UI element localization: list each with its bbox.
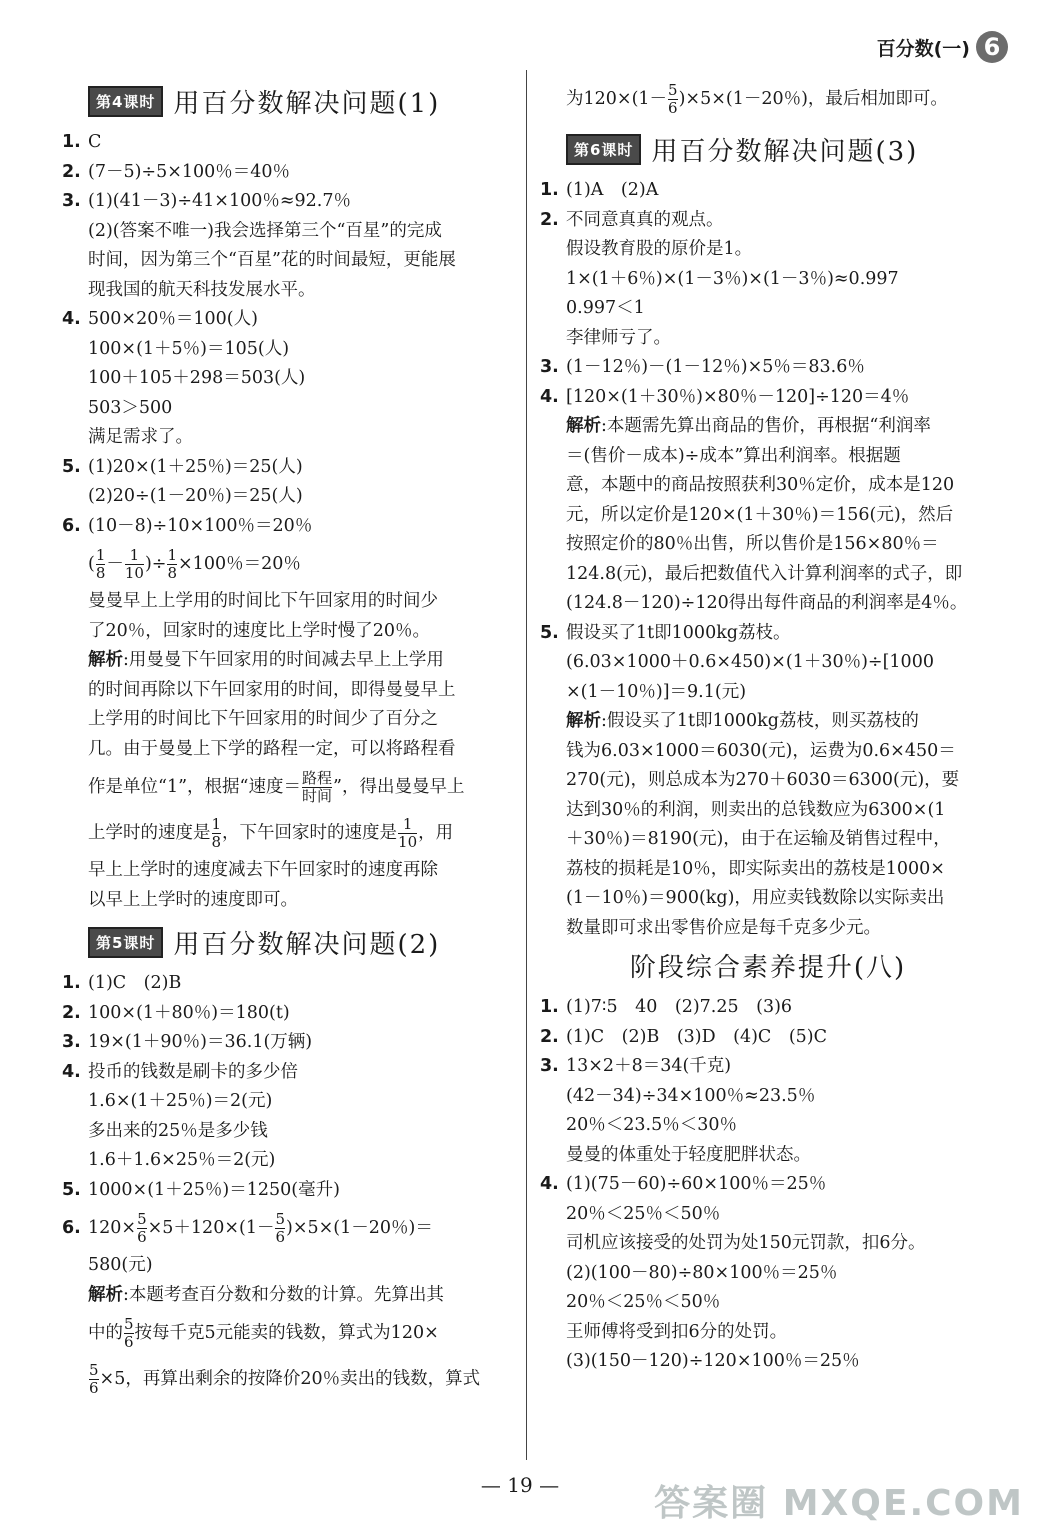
answer-line: 现我国的航天科技发展水平。 xyxy=(88,279,316,300)
answer-line: (3)(150－120)÷120×100％＝25％ xyxy=(566,1351,860,1371)
answer-line: ＋30％)＝8190(元)，由于在运输及销售过程中， xyxy=(566,829,951,849)
answer-line: 几。由于曼曼上下学的路程一定，可以将路程看 xyxy=(88,738,456,759)
answer-line: 荔枝的损耗是10％，即实际卖出的荔枝是1000× xyxy=(566,858,945,879)
answer-line: (2)20÷(1－20％)＝25(人) xyxy=(88,486,303,506)
fraction: $\frac{1}{8}$ xyxy=(167,546,178,582)
answer-line: 6. (10－8)÷10×100％＝20％ xyxy=(62,515,313,536)
fraction: $\frac{1}{10}$ xyxy=(124,546,144,582)
answer-line: 假设教育股的原价是1。 xyxy=(566,239,753,259)
answer-line: 2. (7－5)÷5×100％＝40％ xyxy=(62,161,291,182)
chapter-title: 百分数(一) xyxy=(876,37,970,60)
fraction: $\frac{1}{8}$ xyxy=(211,815,222,851)
answer-line: 1.6×(1＋25％)＝2(元) xyxy=(88,1091,273,1111)
answer-line: 王师傅将受到扣6分的处罚。 xyxy=(566,1321,788,1342)
answer-line: 以早上上学时的速度即可。 xyxy=(88,889,298,910)
answer-line: 5. 1000×(1＋25％)＝1250(毫升) xyxy=(62,1179,340,1200)
answer-line: (2)(100－80)÷80×100％＝25％ xyxy=(566,1262,838,1283)
watermark: 答案圈 MXQE.COM xyxy=(654,1483,1024,1524)
answer-line: (1－10％)＝900(kg)，用应卖钱数除以实际卖出 xyxy=(566,888,945,908)
answer-line: 5. (1)20×(1＋25％)＝25(人) xyxy=(62,456,303,477)
section-title: 用百分数解决问题(2) xyxy=(173,929,441,960)
answer-line: 4. [120×(1＋30％)×80％－120]÷120＝4％ xyxy=(540,386,910,407)
answer-line: 2. (1)C (2)B (3)D (4)C (5)C xyxy=(540,1026,828,1047)
left-column xyxy=(62,74,518,1402)
answer-line: 司机应该接受的处罚为处150元罚款，扣6分。 xyxy=(566,1233,926,1253)
answer-line: 钱为6.03×1000＝6030(元)，运费为0.6×450＝ xyxy=(566,740,956,761)
page-number: — 19 — xyxy=(480,1473,560,1497)
answer-line: (42－34)÷34×100％≈23.5％ xyxy=(566,1085,816,1106)
section-title: 用百分数解决问题(3) xyxy=(651,136,919,167)
fraction-line: $\frac{5}{6}$ ×5，再算出剩余的按降价20％卖出的钱数，算式 xyxy=(89,1361,481,1397)
section-heading-lesson5 xyxy=(62,919,518,965)
answer-line: 1. (1)7∶5 40 (2)7.25 (3)6 xyxy=(540,997,793,1017)
answer-line: 3. 13×2＋8＝34(千克) xyxy=(540,1056,732,1076)
answer-line: 李律师亏了。 xyxy=(566,327,671,348)
answer-line: 了20％，回家时的速度比上学时慢了20％。 xyxy=(88,620,431,641)
answer-line: 580(元) xyxy=(88,1255,153,1275)
answer-line: 按照定价的80％出售，所以售价是156×80％＝ xyxy=(566,534,939,554)
answer-line: 元，所以定价是120×(1＋30％)＝156(元)，然后 xyxy=(566,504,954,525)
answer-line: 2. 100×(1＋80％)＝180(t) xyxy=(62,1002,290,1023)
answer-line: 意，本题中的商品按照获利30％定价，成本是120 xyxy=(566,475,955,495)
answer-line: 上学用的时间比下午回家用的时间少了百分之 xyxy=(88,709,438,729)
answer-line: 曼曼早上上学用的时间比下午回家用的时间少 xyxy=(88,591,438,611)
answer-line: 100×(1＋5％)＝105(人) xyxy=(88,338,290,359)
answer-line: 多出来的25％是多少钱 xyxy=(88,1120,268,1141)
fraction: $\frac{5}{6}$ xyxy=(89,1361,99,1397)
answer-line: (124.8－120)÷120得出每件商品的利润率是4％。 xyxy=(566,593,968,613)
section-heading-lesson4 xyxy=(62,78,518,124)
analysis-line: 解析:本题考查百分数和分数的计算。先算出其 xyxy=(88,1284,444,1305)
fraction-line: 为120×(1－ $\frac{5}{6}$ )×5×(1－20％)，最后相加即可。 xyxy=(566,81,948,117)
answer-line: 4. (1)(75－60)÷60×100％＝25％ xyxy=(540,1174,827,1194)
answer-line: (2)(答案不唯一)我会选择第三个“百星”的完成 xyxy=(88,220,442,241)
answer-line: 1×(1＋6％)×(1－3％)×(1－3％)≈0.997 xyxy=(566,268,899,289)
fraction: $\frac{\text{路程}}{\text{时间}}$ xyxy=(301,769,332,805)
answer-line: 早上上学时的速度减去下午回家时的速度再除 xyxy=(88,860,438,880)
analysis-line: 解析:用曼曼下午回家用的时间减去早上上学用 xyxy=(88,650,444,670)
answer-line: 3. (1－12％)－(1－12％)×5％＝83.6％ xyxy=(540,357,865,377)
answer-line: 270(元)，则总成本为270＋6030＝6300(元)，要 xyxy=(566,770,960,790)
answer-line: 5. 假设买了1t即1000kg荔枝。 xyxy=(540,622,791,643)
fraction-line: 6. 120× $\frac{5}{6}$ ×5＋120×(1－ $\frac{5}{6}$ )×5×(1－20％)＝ xyxy=(62,1210,433,1246)
answer-line: 4. 投币的钱数是刷卡的多少倍 xyxy=(62,1061,298,1082)
answer-line: 曼曼的体重处于轻度肥胖状态。 xyxy=(566,1144,811,1165)
column-divider xyxy=(526,70,527,1460)
answer-line: 100＋105＋298＝503(人) xyxy=(88,368,306,388)
answer-line: 达到30％的利润，则卖出的总钱数应为6300×(1 xyxy=(566,799,946,820)
answer-line: 时间，因为第三个“百星”花的时间最短，更能展 xyxy=(88,250,456,270)
fraction: $\frac{5}{6}$ xyxy=(137,1210,147,1246)
section-title: 用百分数解决问题(1) xyxy=(173,88,441,119)
answer-line: 1.6＋1.6×25％＝2(元) xyxy=(88,1150,276,1170)
fraction: $\frac{5}{6}$ xyxy=(668,81,678,117)
answer-line: 1. (1)A (2)A xyxy=(540,180,659,200)
answer-line: 的时间再除以下午回家用的时间，即得曼曼早上 xyxy=(88,679,456,700)
stage-review-title: 阶段综合素养提升(八) xyxy=(629,953,907,983)
fraction: $\frac{5}{6}$ xyxy=(124,1315,134,1351)
fraction: $\frac{1}{10}$ xyxy=(398,815,418,851)
answer-line: 1. C xyxy=(62,132,102,152)
answer-line: (6.03×1000＋0.6×450)×(1＋30％)÷[1000 xyxy=(566,652,934,672)
answer-line: 124.8(元)，最后把数值代入计算利润率的式子，即 xyxy=(566,563,963,584)
answer-line: 满足需求了。 xyxy=(88,427,193,447)
fraction-line: 上学时的速度是 $\frac{1}{8}$ ，下午回家时的速度是 $\frac{1}{10}$ ，用 xyxy=(88,815,454,851)
lesson-tag: 第6课时 xyxy=(566,134,641,165)
lesson-tag: 第4课时 xyxy=(88,86,163,117)
analysis-line: 解析:假设买了1t即1000kg荔枝，则买荔枝的 xyxy=(566,711,919,731)
fraction-line: 作是单位“1”，根据“速度＝ $\frac{\text{路程}}{\text{时间}}$ ”，得出曼曼早上 xyxy=(88,769,465,805)
fraction: $\frac{5}{6}$ xyxy=(275,1210,285,1246)
answer-line: 数量即可求出零售价应是每千克多少元。 xyxy=(566,917,881,938)
answer-line: 3. 19×(1＋90％)＝36.1(万辆) xyxy=(62,1032,313,1052)
section-heading-lesson6 xyxy=(540,126,996,172)
fraction: $\frac{1}{8}$ xyxy=(95,546,106,582)
answer-line: 503＞500 xyxy=(88,397,173,418)
answer-line: 20％＜25％＜50％ xyxy=(566,1292,721,1312)
right-column xyxy=(540,76,996,1377)
answer-line: ×(1－10％)]＝9.1(元) xyxy=(566,681,747,702)
chapter-number-badge: 6 xyxy=(976,31,1008,63)
answer-line: 20％＜25％＜50％ xyxy=(566,1203,721,1224)
answer-line: 1. (1)C (2)B xyxy=(62,973,182,993)
fraction-line: ( $\frac{1}{8}$ － $\frac{1}{10}$ )÷ $\frac{1}{8}$ ×100％＝20％ xyxy=(88,546,301,582)
fraction-line: 中的 $\frac{5}{6}$ 按每千克5元能卖的钱数，算式为120× xyxy=(88,1315,439,1351)
answer-line: 2. 不同意真真的观点。 xyxy=(540,209,724,230)
chapter-header xyxy=(877,30,1008,64)
analysis-line: 解析:本题需先算出商品的售价，再根据“利润率 xyxy=(566,416,931,436)
answer-line: 4. 500×20％＝100(人) xyxy=(62,309,258,329)
answer-line: 20％＜23.5％＜30％ xyxy=(566,1115,738,1135)
answer-line: 3. (1)(41－3)÷41×100％≈92.7％ xyxy=(62,191,351,211)
lesson-tag: 第5课时 xyxy=(88,927,163,958)
answer-line: ＝(售价－成本)÷成本”算出利润率。根据题 xyxy=(566,445,901,466)
answer-line: 0.997＜1 xyxy=(566,298,645,318)
